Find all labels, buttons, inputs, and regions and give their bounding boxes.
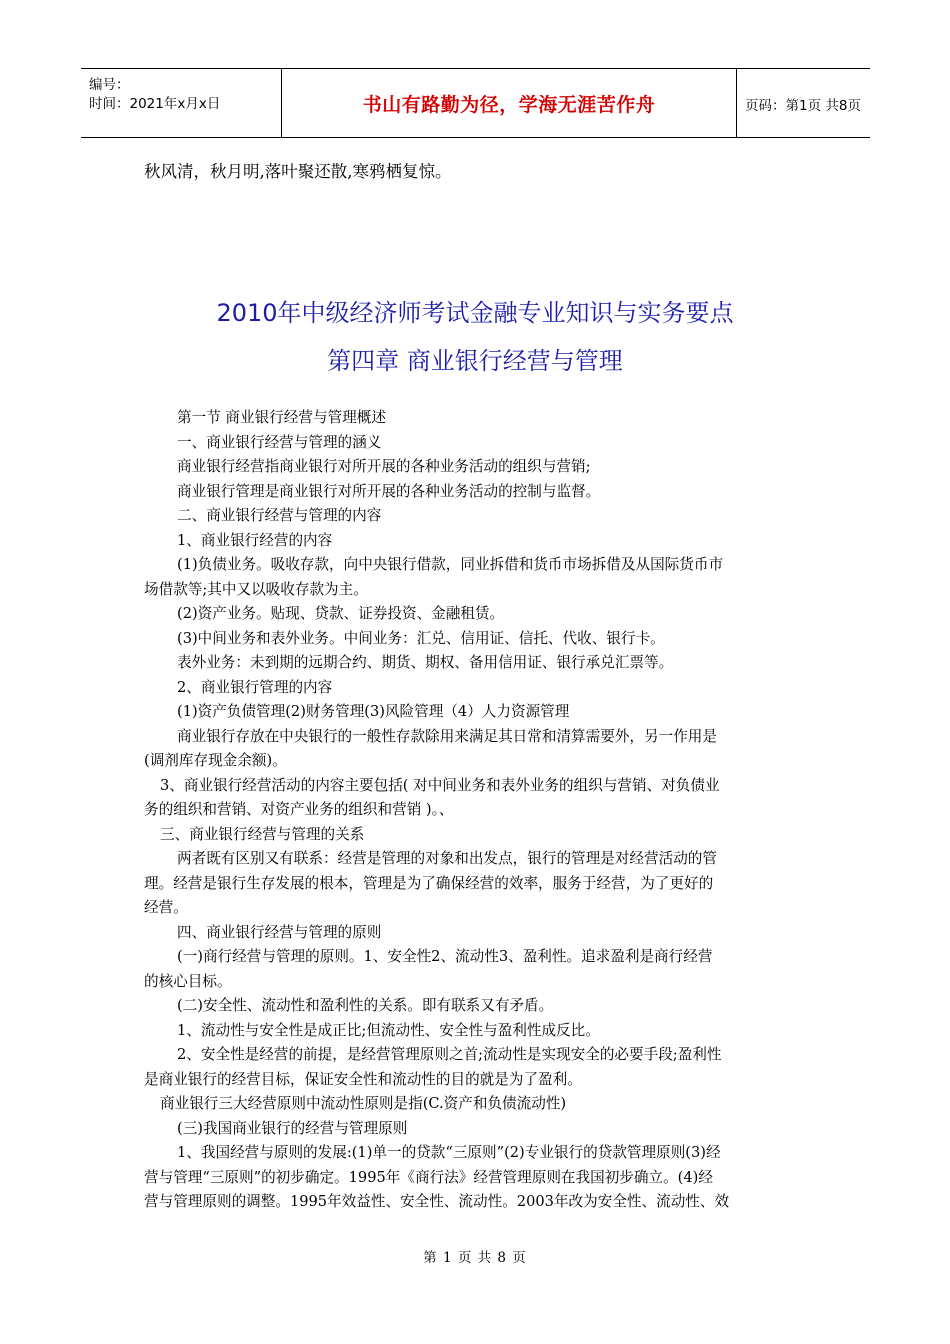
- text-line: 商业银行三大经营原则中流动性原则是指(C.资产和负债流动性): [160, 1095, 567, 1112]
- text-line: 商业银行存放在中央银行的一般性存款除用来满足其日常和清算需要外，另一作用是: [177, 727, 717, 745]
- text-line: 二、商业银行经营与管理的内容: [177, 507, 382, 524]
- body-text: [144, 406, 808, 1215]
- text-line: 商业银行经营指商业银行对所开展的各种业务活动的组织与营销;: [177, 458, 591, 475]
- text-line: 四、商业银行经营与管理的原则: [177, 923, 382, 941]
- header-motto-cell: [281, 69, 737, 137]
- text-line: 务的组织和营销、对资产业务的组织和营销 )。、: [144, 801, 454, 818]
- text-line: 营与管理“三原则”的初步确定。1995年《商行法》经营管理原则在我国初步确立。(4)经: [144, 1168, 713, 1186]
- page-info: 页码：第1页 共8页: [745, 98, 861, 114]
- text-line: 场借款等;其中又以吸收存款为主。: [144, 580, 368, 598]
- text-line: 营与管理原则的调整。1995年效益性、安全性、流动性。2003年改为安全性、流动性、效: [144, 1193, 730, 1210]
- text-line: 1、我国经营与原则的发展:(1)单一的贷款“三原则”(2)专业银行的贷款管理原则(3)经: [177, 1144, 721, 1161]
- header-table: [81, 68, 870, 138]
- text-line: (调剂库存现金余额)。: [144, 752, 287, 769]
- text-line: 第一节 商业银行经营与管理概述: [177, 409, 386, 426]
- document-title: 2010年中级经济师考试金融专业知识与实务要点: [216, 299, 734, 327]
- text-line: (三)我国商业银行的经营与管理原则: [177, 1119, 408, 1137]
- text-line: (3)中间业务和表外业务。中间业务：汇兑、信用证、信托、代收、银行卡。: [177, 629, 665, 647]
- text-line: 1、商业银行经营的内容: [177, 531, 333, 549]
- text-line: (二)安全性、流动性和盈利性的关系。即有联系又有矛盾。: [177, 997, 554, 1014]
- text-line: 2、安全性是经营的前提，是经营管理原则之首;流动性是实现安全的必要手段;盈利性: [177, 1046, 722, 1063]
- text-line: 2、商业银行管理的内容: [177, 678, 333, 696]
- text-line: 表外业务：未到期的远期合约、期货、期权、备用信用证、银行承兑汇票等。: [177, 654, 674, 671]
- text-line: 理。经营是银行生存发展的根本，管理是为了确保经营的效率，服务于经营，为了更好的: [144, 874, 714, 892]
- text-line: 一、商业银行经营与管理的涵义: [177, 433, 382, 451]
- page-footer: 第 1 页 共 8 页: [423, 1250, 527, 1266]
- text-line: 3、商业银行经营活动的内容主要包括( 对中间业务和表外业务的组织与营销、对负债业: [160, 776, 720, 794]
- text-line: 经营。: [144, 899, 188, 916]
- text-line: (一)商行经营与管理的原则。1、安全性2、流动性3、盈利性。追求盈利是商行经营: [177, 948, 713, 965]
- poem-line: 秋风清，秋月明,落叶聚还散,寒鸦栖复惊。: [144, 162, 452, 181]
- number-label: 编号：: [89, 77, 130, 93]
- text-line: 1、流动性与安全性是成正比;但流动性、安全性与盈利性成反比。: [177, 1021, 600, 1039]
- header-left-cell: [81, 69, 281, 137]
- text-line: 三、商业银行经营与管理的关系: [160, 825, 365, 843]
- text-line: (2)资产业务。贴现、贷款、证券投资、金融租赁。: [177, 605, 505, 622]
- motto: 书山有路勤为径，学海无涯苦作舟: [362, 94, 656, 116]
- text-line: (1)资产负债管理(2)财务管理(3)风险管理（4）人力资源管理: [177, 703, 570, 720]
- text-line: 是商业银行的经营目标，保证安全性和流动性的目的就是为了盈利。: [144, 1070, 582, 1088]
- text-line: 两者既有区别又有联系：经营是管理的对象和出发点，银行的管理是对经营活动的管: [177, 850, 717, 867]
- time-label: 时间：2021年x月x日: [89, 96, 221, 112]
- text-line: 的核心目标。: [144, 972, 232, 990]
- chapter-title: 第四章 商业银行经营与管理: [327, 347, 623, 375]
- text-line: (1)负债业务。吸收存款，向中央银行借款，同业拆借和货币市场拆借及从国际货币市: [177, 556, 724, 573]
- text-line: 商业银行管理是商业银行对所开展的各种业务活动的控制与监督。: [177, 482, 601, 500]
